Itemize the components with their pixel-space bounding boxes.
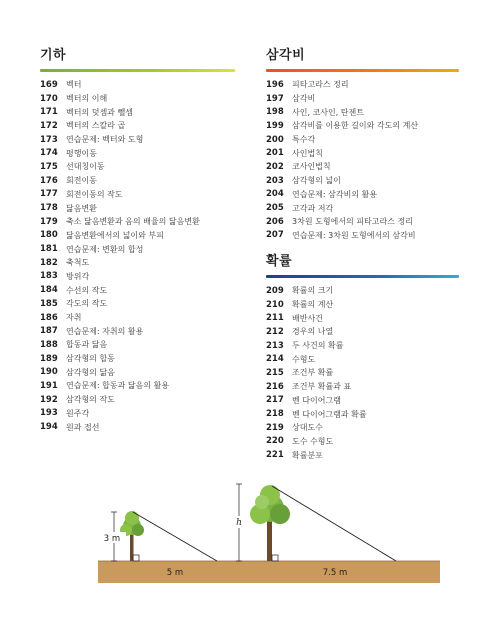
small-height-label: 3 m	[103, 534, 121, 544]
toc-page-number: 192	[40, 394, 58, 405]
toc-entry-title: 두 사건의 확률	[292, 341, 344, 351]
toc-entry-title: 삼각형의 닮음	[66, 367, 115, 377]
toc-entry[interactable]	[266, 160, 459, 174]
geometry-section	[40, 44, 235, 434]
toc-entry[interactable]	[266, 407, 459, 421]
toc-page-number: 202	[266, 161, 284, 172]
large-tree-icon	[250, 485, 290, 561]
toc-entry[interactable]	[266, 421, 459, 435]
toc-entry[interactable]	[266, 105, 459, 119]
toc-entry-title: 3차원 도형에서의 피타고라스 정리	[292, 217, 413, 227]
toc-page-number: 179	[40, 216, 58, 227]
toc-entry-title: 확률의 계산	[292, 300, 334, 310]
ground	[98, 561, 440, 583]
large-triangle-hypotenuse	[272, 486, 396, 561]
toc-entry-title: 수선의 작도	[66, 285, 108, 295]
toc-page-number: 169	[40, 79, 58, 90]
toc-entry[interactable]	[266, 352, 459, 366]
toc-page-number: 194	[40, 422, 58, 433]
toc-entry[interactable]	[266, 325, 459, 339]
toc-entry-title: 평행이동	[66, 148, 97, 158]
toc-entry-title: 벡터의 덧셈과 뺄셈	[66, 107, 133, 117]
toc-entry-title: 벤 다이어그램	[292, 395, 341, 405]
toc-entry[interactable]	[40, 379, 235, 393]
toc-entry-title: 연습문제: 변환의 합성	[66, 244, 144, 254]
toc-page-number: 201	[266, 148, 284, 159]
toc-entry[interactable]	[40, 78, 235, 92]
toc-entry-title: 축척도	[66, 258, 90, 268]
toc-entry[interactable]	[40, 92, 235, 106]
toc-entry[interactable]	[40, 297, 235, 311]
toc-page-number: 210	[266, 299, 284, 310]
toc-entry-title: 조건부 확률과 표	[292, 382, 352, 392]
toc-page-number: 207	[266, 230, 284, 241]
toc-entry-title: 사인, 코사인, 탄젠트	[292, 107, 364, 117]
toc-entry[interactable]	[266, 311, 459, 325]
toc-entry-title: 각도의 작도	[66, 299, 108, 309]
toc-page-number: 212	[266, 326, 284, 337]
toc-page-number: 215	[266, 367, 284, 378]
toc-page-number: 220	[266, 436, 284, 447]
toc-page-number: 197	[266, 93, 284, 104]
toc-page-number: 184	[40, 285, 58, 296]
small-base-label: 5 m	[166, 568, 184, 578]
toc-entry-title: 코사인법칙	[292, 162, 331, 172]
toc-page-number: 218	[266, 409, 284, 420]
toc-page-number: 221	[266, 450, 284, 461]
toc-entry-title: 닮음변환에서의 넓이와 부피	[66, 230, 164, 240]
toc-entry[interactable]	[266, 394, 459, 408]
toc-page-number: 200	[266, 134, 284, 145]
toc-entry-title: 피타고라스 정리	[292, 80, 349, 90]
toc-entry-title: 원과 접선	[66, 422, 100, 432]
toc-entry[interactable]	[266, 284, 459, 298]
toc-entry[interactable]	[40, 365, 235, 379]
toc-page-number: 199	[266, 120, 284, 131]
toc-entry[interactable]	[40, 270, 235, 284]
toc-entry[interactable]	[266, 146, 459, 160]
toc-entry-title: 수형도	[292, 354, 316, 364]
trigonometry-title-bar	[266, 69, 459, 72]
toc-entry[interactable]	[40, 420, 235, 434]
toc-entry[interactable]	[40, 393, 235, 407]
toc-page-number: 177	[40, 189, 58, 200]
toc-page-number: 211	[266, 313, 284, 324]
toc-entry-title: 자취	[66, 313, 82, 323]
geometry-title: 기하	[40, 48, 67, 63]
toc-entry-title: 연습문제: 벡터와 도형	[66, 135, 144, 145]
toc-entry[interactable]	[266, 366, 459, 380]
toc-entry[interactable]	[40, 324, 235, 338]
large-base-label: 7.5 m	[322, 568, 348, 578]
toc-page-number: 170	[40, 93, 58, 104]
toc-entry-title: 상대도수	[292, 423, 323, 433]
toc-entry[interactable]	[266, 92, 459, 106]
toc-entry[interactable]	[266, 229, 459, 243]
large-height-label: h	[236, 518, 242, 528]
toc-entry[interactable]	[40, 146, 235, 160]
similar-triangles-illustration	[90, 478, 440, 588]
toc-page-number: 209	[266, 285, 284, 296]
probability-title-bar	[266, 275, 459, 278]
toc-entry-title: 삼각형의 합동	[66, 354, 115, 364]
toc-entry[interactable]	[266, 215, 459, 229]
toc-entry[interactable]	[40, 311, 235, 325]
toc-entry-title: 고각과 저각	[292, 203, 334, 213]
toc-entry[interactable]	[40, 119, 235, 133]
toc-entry-title: 벡터	[66, 80, 82, 90]
toc-entry-title: 선대칭이동	[66, 162, 105, 172]
toc-page-number: 178	[40, 203, 58, 214]
toc-page-number: 173	[40, 134, 58, 145]
toc-entry-title: 방위각	[66, 271, 90, 281]
toc-entry-title: 삼각비를 이용한 길이와 각도의 계산	[292, 121, 419, 131]
toc-page-number: 196	[266, 79, 284, 90]
small-triangle-hypotenuse	[133, 512, 217, 561]
toc-entry-title: 사인법칙	[292, 148, 323, 158]
toc-entry[interactable]	[40, 242, 235, 256]
toc-entry-title: 벡터의 스칼라 곱	[66, 121, 126, 131]
toc-page-number: 181	[40, 244, 58, 255]
toc-page-number: 203	[266, 175, 284, 186]
toc-entry-title: 확률의 크기	[292, 286, 334, 296]
probability-section	[266, 250, 459, 462]
toc-entry-title: 확률분포	[292, 450, 323, 460]
toc-entry-title: 축소 닮음변환과 음의 배율의 닮음변환	[66, 217, 200, 227]
toc-page-number: 174	[40, 148, 58, 159]
toc-entry[interactable]	[266, 448, 459, 462]
toc-entry-title: 연습문제: 합동과 닮음의 활용	[66, 381, 170, 391]
toc-entry-title: 삼각형의 작도	[66, 395, 115, 405]
toc-entry[interactable]	[40, 133, 235, 147]
toc-entry-title: 벤 다이어그램과 확률	[292, 409, 367, 419]
toc-entry[interactable]	[40, 283, 235, 297]
toc-entry-title: 원주각	[66, 408, 90, 418]
toc-entry-title: 도수 수형도	[292, 436, 334, 446]
toc-entry[interactable]	[40, 201, 235, 215]
toc-entry-title: 특수각	[292, 135, 316, 145]
toc-page-number: 185	[40, 298, 58, 309]
toc-entry[interactable]	[40, 229, 235, 243]
toc-entry[interactable]	[266, 201, 459, 215]
toc-page-number: 206	[266, 216, 284, 227]
toc-page-number: 205	[266, 203, 284, 214]
toc-entry[interactable]	[266, 339, 459, 353]
toc-page-number: 172	[40, 120, 58, 131]
probability-list	[266, 284, 459, 462]
toc-entry[interactable]	[40, 215, 235, 229]
toc-entry[interactable]	[40, 256, 235, 270]
toc-entry-title: 닮음변환	[66, 203, 97, 213]
toc-entry[interactable]	[266, 133, 459, 147]
toc-page-number: 183	[40, 271, 58, 282]
toc-entry[interactable]	[266, 174, 459, 188]
toc-page-number: 191	[40, 380, 58, 391]
toc-entry-title: 연습문제: 자취의 활용	[66, 326, 144, 336]
geometry-list	[40, 78, 235, 434]
toc-page-number: 189	[40, 353, 58, 364]
toc-entry-title: 삼각형의 넓이	[292, 176, 341, 186]
toc-page-number: 180	[40, 230, 58, 241]
large-right-angle-mark	[272, 555, 278, 561]
toc-entry-title: 연습문제: 삼각비의 활용	[292, 189, 378, 199]
toc-entry[interactable]	[40, 160, 235, 174]
geometry-title-bar	[40, 69, 235, 72]
toc-entry[interactable]	[40, 105, 235, 119]
toc-page-number: 176	[40, 175, 58, 186]
toc-entry[interactable]	[40, 407, 235, 421]
toc-entry[interactable]	[40, 338, 235, 352]
toc-page-number: 217	[266, 395, 284, 406]
toc-page-number: 219	[266, 422, 284, 433]
toc-entry-title: 회전이동의 작도	[66, 189, 123, 199]
toc-page-number: 182	[40, 257, 58, 268]
trigonometry-section	[266, 44, 459, 242]
toc-page-number: 190	[40, 367, 58, 378]
toc-entry[interactable]	[40, 352, 235, 366]
toc-page-number: 204	[266, 189, 284, 200]
small-right-angle-mark	[133, 555, 139, 561]
toc-page-number: 188	[40, 339, 58, 350]
toc-entry[interactable]	[40, 174, 235, 188]
toc-entry[interactable]	[266, 298, 459, 312]
toc-entry[interactable]	[266, 435, 459, 449]
toc-entry[interactable]	[266, 188, 459, 202]
toc-page-number: 186	[40, 312, 58, 323]
trigonometry-title: 삼각비	[266, 48, 306, 63]
toc-entry-title: 벡터의 이해	[66, 94, 108, 104]
toc-entry-title: 연습문제: 3차원 도형에서의 삼각비	[292, 230, 416, 240]
toc-entry-title: 삼각비	[292, 94, 316, 104]
toc-page-number: 187	[40, 326, 58, 337]
toc-page-number: 198	[266, 107, 284, 118]
toc-page-number: 214	[266, 354, 284, 365]
toc-page-number: 213	[266, 340, 284, 351]
toc-entry[interactable]	[266, 119, 459, 133]
toc-page-number: 193	[40, 408, 58, 419]
toc-page-number: 216	[266, 381, 284, 392]
toc-entry[interactable]	[266, 380, 459, 394]
toc-entry-title: 회전이동	[66, 176, 97, 186]
toc-page-number: 175	[40, 161, 58, 172]
toc-entry-title: 경우의 나열	[292, 327, 334, 337]
trigonometry-list	[266, 78, 459, 242]
toc-entry-title: 합동과 닮음	[66, 340, 108, 350]
toc-page-number: 171	[40, 107, 58, 118]
toc-entry[interactable]	[266, 78, 459, 92]
toc-entry[interactable]	[40, 188, 235, 202]
probability-title: 확률	[266, 254, 293, 269]
toc-entry-title: 조건부 확률	[292, 368, 334, 378]
toc-entry-title: 배반사건	[292, 313, 323, 323]
